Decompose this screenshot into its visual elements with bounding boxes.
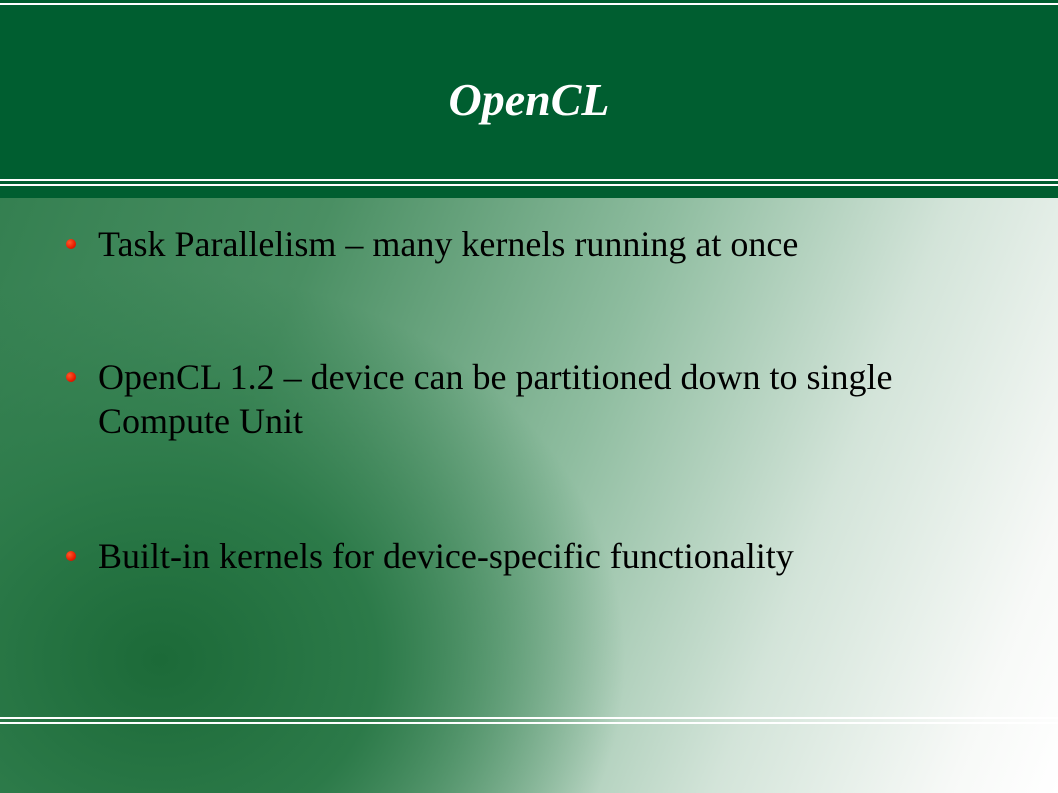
footer-divider-line-upper	[0, 717, 1058, 719]
bullet-item	[62, 534, 962, 578]
bullet-dot-icon	[66, 551, 76, 561]
bullet-text: Built-in kernels for device-specific functionality	[98, 536, 794, 576]
bullet-text: OpenCL 1.2 – device can be partitioned down to single Compute Unit	[98, 357, 893, 441]
slide-title: OpenCL	[448, 74, 610, 125]
title-banner	[0, 0, 1058, 198]
bullet-item	[62, 222, 962, 266]
bullet-dot-icon	[66, 372, 76, 382]
bullet-dot-icon	[66, 239, 76, 249]
banner-divider-line-upper	[0, 179, 1058, 181]
bullet-item	[62, 355, 962, 443]
footer-divider-line-lower	[0, 722, 1058, 724]
bullet-text: Task Parallelism – many kernels running at once	[98, 224, 799, 264]
banner-top-line	[0, 3, 1058, 5]
banner-divider-line-lower	[0, 184, 1058, 186]
